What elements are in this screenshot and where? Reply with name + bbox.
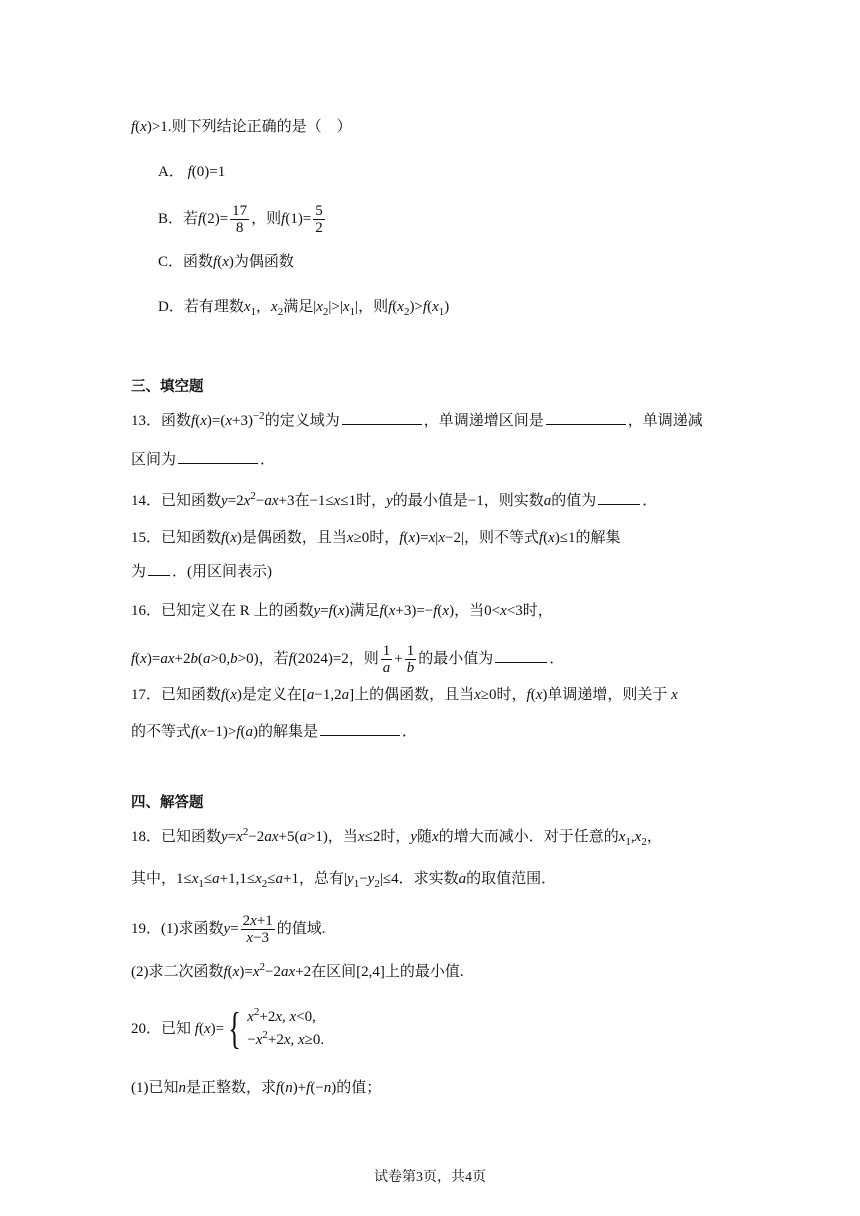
q12-option-b: B．若f(2)= $\frac{17}{8}$ ，则f(1)= $\frac{5}{2}$ (158, 203, 323, 236)
answer-blank[interactable] (546, 410, 626, 425)
option-label: B． (158, 210, 184, 227)
q16-line1: 16．已知定义在 R 上的函数y=f(x)满足f(x+3)=−f(x)，当0<x<3时， (131, 603, 553, 619)
answer-blank[interactable] (342, 410, 422, 425)
page-footer: 试卷第3页，共4页 (374, 1170, 486, 1185)
answer-blank[interactable] (320, 721, 400, 736)
answer-blank[interactable] (178, 449, 258, 464)
q17-line2: 的不等式f(x−1)>f(a)的解集是 ． (131, 721, 417, 742)
option-label: C． (158, 254, 184, 270)
answer-blank[interactable] (598, 490, 640, 505)
option-label: D． (158, 299, 184, 315)
q15-line1: 15．已知函数f(x)是偶函数，且当x≥0时，f(x)=x|x−2|，则不等式f(x)≤1的解集 (131, 530, 621, 546)
fraction: $\frac{2x+1}{x-3}$ (242, 913, 273, 946)
q12-condition-line: f(x)>1.则下列结论正确的是（ ） (131, 119, 352, 135)
q18-line2: 其中，$1\le x_1\le a+1,1\le x_2\le a+1$，总有$|y_1-y_2|\le 4$．求实数a的取值范围． (131, 871, 557, 890)
q19-part1: 19．(1)求函数y= $\frac{2x+1}{x-3}$ 的值域. (131, 913, 326, 946)
q19-part2: (2)求二次函数$f(x)=x^2-2ax+2$在区间[2,4]上的最小值. (131, 961, 464, 980)
answer-blank[interactable] (148, 561, 170, 576)
q17-line1: 17．已知函数f(x)是定义在[a−1,2a]上的偶函数，且当x≥0时，f(x)单调递增，则关于 x (131, 687, 678, 703)
section-title-fill-blank: 三、填空题 (131, 379, 204, 395)
piecewise-brace: { (228, 1004, 241, 1053)
piecewise-cases: $x^2+2x$, x<0, $-x^2+2x$, x≥0. (247, 1006, 325, 1048)
q20-part1: (1)已知n是正整数，求f(n)+f(−n)的值； (131, 1080, 382, 1096)
section-title-solve: 四、解答题 (131, 795, 204, 811)
q15-line2: 为 ．(用区间表示) (131, 561, 272, 582)
q12-option-c: C．函数f(x)为偶函数 (158, 254, 294, 270)
fraction: $\frac{5}{2}$ (315, 203, 323, 236)
q12-option-a: A． f(0)=1 (158, 164, 226, 180)
q12-option-d: D．若有理数$x_1$，$x_2$满足$|x_2|>|x_1|$，则$f(x_2)>f(x_1)$ (158, 299, 450, 318)
answer-blank[interactable] (495, 648, 547, 663)
option-label: A． (158, 164, 184, 180)
q16-line2: f(x)=ax+2b(a>0,b>0)，若f(2024)=2，则 $\frac{1}{a}$ + $\frac{1}{b}$ 的最小值为 ． (131, 643, 565, 676)
q18-line1: 18．已知函数$y=x^2-2ax+5(a>1)$，当x≤2时，y随x的增大而减小．对于任意的$x_1,x_2$， (131, 826, 662, 848)
fraction: $\frac{1}{a}$ (382, 643, 391, 676)
q13-line2: 区间为 ． (131, 449, 275, 470)
fraction: $\frac{17}{8}$ (232, 203, 248, 236)
fraction: $\frac{1}{b}$ (406, 643, 415, 676)
q20-definition: 20．已知 f(x)= { $x^2+2x$, x<0, $-x^2+2x$, x≥0. (131, 1004, 325, 1053)
q12-question-text: 则下列结论正确的是（ ） (171, 119, 352, 135)
q13-line1: 13．函数$f(x)=(x+3)^{-2}$的定义域为 ，单调递增区间是 ，单调递减 (131, 410, 703, 429)
q14-line: 14．已知函数$y=2x^2-ax+3$在−1≤x≤1时，y的最小值是−1，则实数a的值为 ． (131, 490, 658, 509)
